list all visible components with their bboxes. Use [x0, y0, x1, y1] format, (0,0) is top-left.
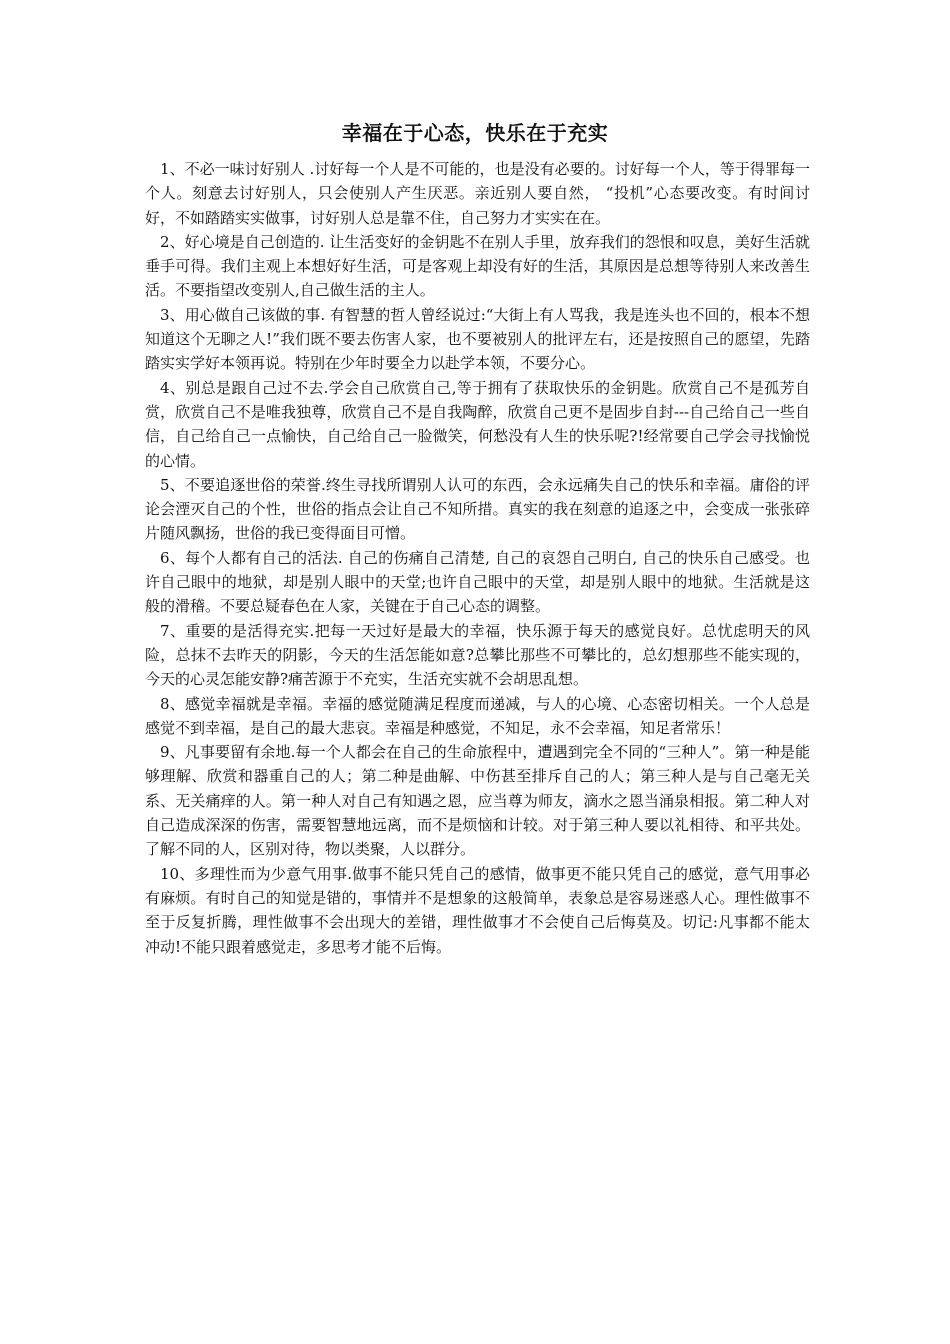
paragraph-6: 6、每个人都有自己的活法. 自己的伤痛自己清楚, 自己的哀怨自己明白, 自己的快乐自己感受。也许自己眼中的地狱，却是别人眼中的天堂;也许自己眼中的天堂，却是别人眼中的地狱。生活就是这般的滑稽。不要总疑春色在人家，关键在于自己心态的调整。	[145, 548, 810, 616]
paragraph-3: 3、用心做自己该做的事. 有智慧的哲人曾经说过:“大街上有人骂我，我是连头也不回的，根本不想知道这个无聊之人!”我们既不要去伤害人家，也不要被别人的批评左右，还是按照自己的愿望，先踏踏实实学好本领再说。特别在少年时要全力以赴学本领，不要分心。	[145, 305, 810, 373]
paragraph-8: 8、感觉幸福就是幸福。幸福的感觉随满足程度而递减，与人的心境、心态密切相关。一个人总是感觉不到幸福，是自己的最大悲哀。幸福是种感觉，不知足，永不会幸福，知足者常乐！	[145, 694, 810, 737]
paragraph-1: 1、不必一味讨好别人 .讨好每一个人是不可能的，也是没有必要的。讨好每一个人，等于得罪每一个人。刻意去讨好别人，只会使别人产生厌恶。亲近别人要自然， “投机”心态要改变。有时间讨好，不如踏踏实实做事，讨好别人总是靠不住，自己努力才实实在在。	[145, 160, 810, 227]
document-title: 幸福在于心态，快乐在于充实	[341, 121, 609, 145]
document-body	[145, 157, 810, 959]
paragraph-9: 9、凡事要留有余地.每一个人都会在自己的生命旅程中，遭遇到完全不同的“三种人”。第一种是能够理解、欣赏和器重自己的人；第二种是曲解、中伤甚至排斥自己的人；第三种人是与自己毫无关系、无关痛痒的人。第一种人对自己有知遇之恩，应当尊为师友，滴水之恩当涌泉相报。第二种人对自己造成深深的伤害，需要智慧地远离，而不是烦恼和计较。对于第三种人要以礼相待、和平共处。了解不同的人，区别对待，物以类聚，人以群分。	[145, 743, 810, 859]
paragraph-10: 10、多理性而为少意气用事.做事不能只凭自己的感情，做事更不能只凭自己的感觉，意气用事必有麻烦。有时自己的知觉是错的，事情并不是想象的这般简单，表象总是容易迷惑人心。理性做事不至于反复折腾，理性做事不会出现大的差错，理性做事才不会使自己后悔莫及。切记:凡事都不能太冲动!不能只跟着感觉走，多思考才能不后悔。	[145, 864, 810, 956]
paragraph-7: 7、重要的是活得充实.把每一天过好是最大的幸福，快乐源于每天的感觉良好。总忧虑明天的风险，总抹不去昨天的阴影，今天的生活怎能如意?总攀比那些不可攀比的，总幻想那些不能实现的，今天的心灵怎能安静?痛苦源于不充实，生活充实就不会胡思乱想。	[145, 621, 810, 689]
paragraph-2: 2、好心境是自己创造的. 让生活变好的金钥匙不在别人手里，放弃我们的怨恨和叹息，美好生活就垂手可得。我们主观上本想好好生活，可是客观上却没有好的生活，其原因是总想等待别人来改善生活。不要指望改变别人,自己做生活的主人。	[145, 232, 810, 300]
paragraph-5: 5、不要追逐世俗的荣誉.终生寻找所谓别人认可的东西，会永远痛失自己的快乐和幸福。庸俗的评论会湮灭自己的个性，世俗的指点会让自己不知所措。真实的我在刻意的追逐之中，会变成一张张碎片随风飘扬，世俗的我已变得面目可憎。	[145, 475, 810, 543]
paragraph-4: 4、别总是跟自己过不去.学会自己欣赏自己,等于拥有了获取快乐的金钥匙。欣赏自己不是孤芳自赏，欣赏自己不是唯我独尊，欣赏自己不是自我陶醉，欣赏自己更不是固步自封---自己给自己一些自信，自己给自己一点愉快，自己给自己一脸微笑，何愁没有人生的快乐呢?!经常要自己学会寻找愉悦的心情。	[145, 378, 810, 470]
